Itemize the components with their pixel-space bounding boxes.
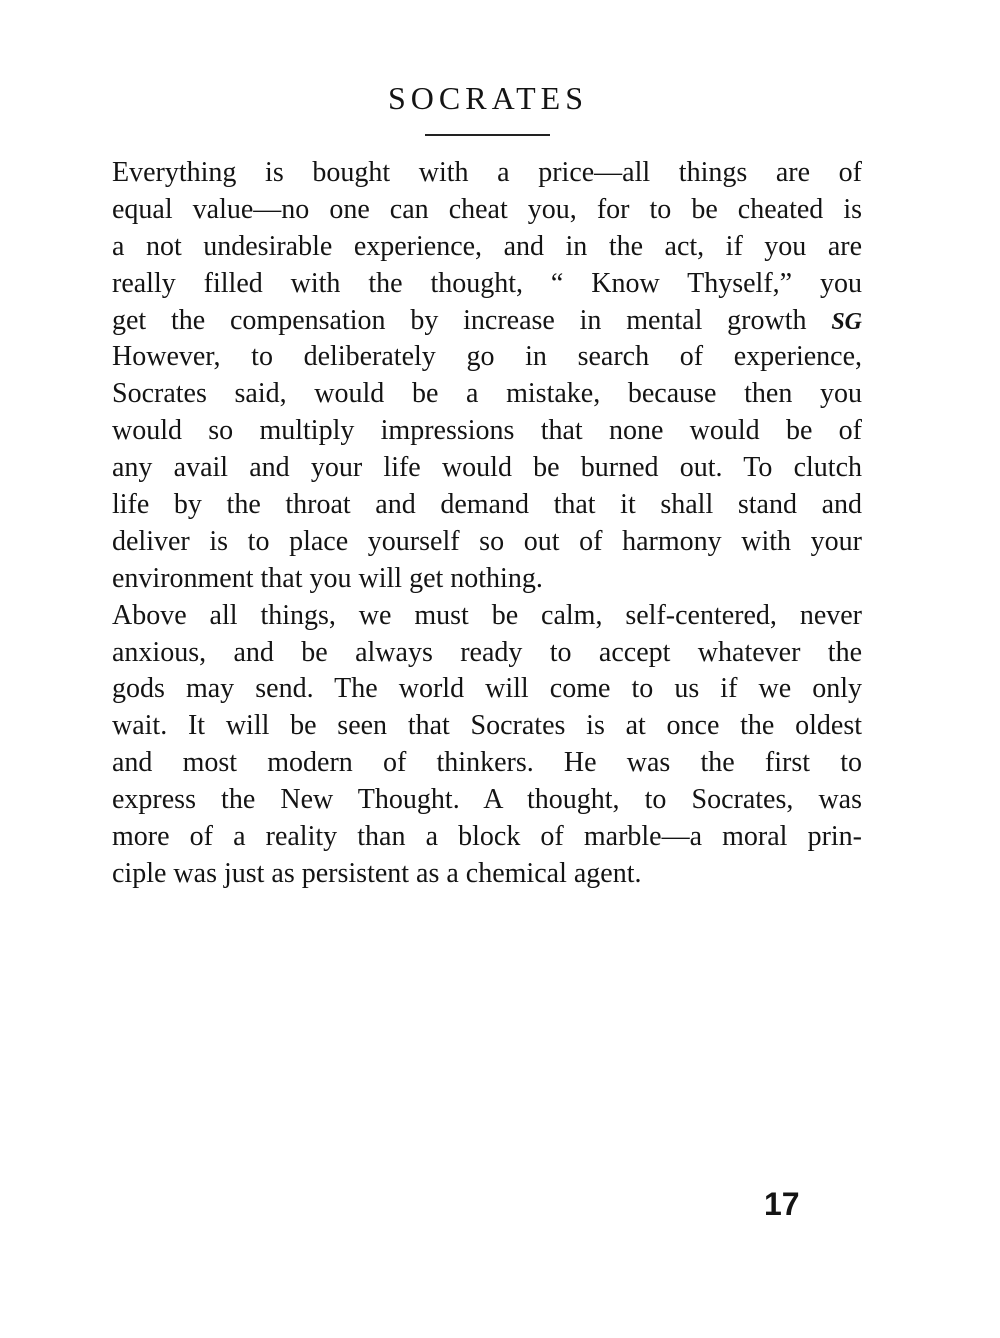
text-line: get the compensation by increase in mental growth bbox=[112, 304, 807, 336]
text-line: Everything is bought with a price—all things are of bbox=[112, 157, 862, 188]
text-line: equal value—no one can cheat you, for to be cheated is bbox=[112, 193, 862, 225]
text-line: express the New Thought. A thought, to Socrates, was bbox=[112, 784, 862, 816]
text-line: a not undesirable experience, and in the act, if you are bbox=[112, 230, 862, 262]
body-text bbox=[112, 155, 862, 893]
text-line: and most modern of thinkers. He was the first to bbox=[112, 747, 862, 779]
text-line: deliver is to place yourself so out of harmony with your bbox=[112, 525, 862, 557]
text-line: wait. It will be seen that Socrates is at once the oldest bbox=[112, 710, 862, 742]
text-line: anxious, and be always ready to accept whatever the bbox=[112, 636, 862, 668]
text-line: gods may send. The world will come to us if we only bbox=[112, 673, 862, 705]
text-line: However, to deliberately go in search of experience, bbox=[112, 341, 862, 373]
text-line: Socrates said, would be a mistake, because then you bbox=[112, 378, 862, 410]
text-line: any avail and your life would be burned out. To clutch bbox=[112, 452, 862, 484]
text-line: ciple was just as persistent as a chemical agent. bbox=[112, 857, 642, 889]
page-title: SOCRATES bbox=[387, 80, 589, 116]
text-line: environment that you will get nothing. bbox=[112, 562, 543, 594]
text-line: Above all things, we must be calm, self-centered, never bbox=[112, 599, 862, 631]
section-ornament-icon: SG bbox=[831, 308, 862, 335]
text-line: really filled with the thought, “ Know Thyself,” you bbox=[112, 267, 862, 299]
title-rule bbox=[425, 134, 550, 136]
text-line: would so multiply impressions that none would be of bbox=[112, 415, 862, 447]
page-number: 17 bbox=[764, 1186, 800, 1222]
text-line: life by the throat and demand that it shall stand and bbox=[112, 489, 862, 521]
text-line-with-ornament bbox=[112, 303, 862, 340]
text-line: more of a reality than a block of marble—a moral prin- bbox=[112, 821, 862, 853]
